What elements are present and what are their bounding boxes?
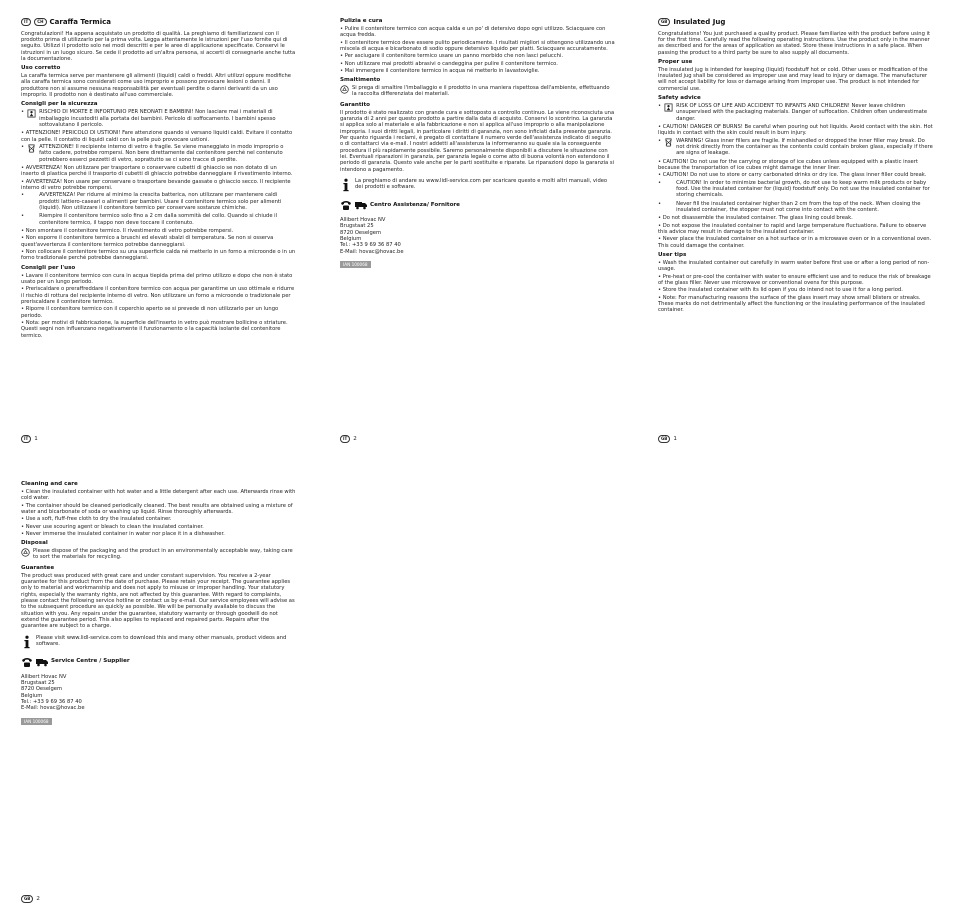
info-icon — [340, 178, 352, 192]
section-heading: Smaltimento — [340, 77, 381, 84]
disposal-text: Si prega di smaltire l'imballaggio e il prodotto in una maniera rispettosa dell'ambiente, effettuando la raccolta differenziata dei materiali. — [352, 85, 610, 98]
ian-badge: IAN 100068 — [21, 718, 52, 725]
usage-text: • Nota: per motivi di fabbricazione, la superficie dell'inserto in vetro può mostrare bollicine o striature. Questi segni non influenzano negativamente il funzionamento o la capacità isolante del contenitore termico. — [21, 320, 288, 339]
safety-text: • Never place the insulated container on a hot surface or in a microwave oven or in a conventional oven. This could damage the container. — [658, 236, 932, 249]
phone-icon — [340, 198, 352, 212]
address-line: 8720 Oeselgem — [340, 229, 381, 236]
flag-ch: CH — [34, 18, 46, 26]
clean-text: • Never immerse the insulated container in water nor place it in a dishwasher. — [21, 530, 225, 537]
section-heading: User tips — [658, 252, 687, 259]
safety-text: • Non esporre il contenitore termico a bruschi ed elevati sbalzi di temperatura. Se non si osserva quest'avvertenza il contenitore termico potrebbe danneggiarsi. — [21, 235, 274, 248]
safety-text: • Non collocare il contenitore termico su una superficie calda né metterlo in un forno a microonde o in un forno tradizionale perché potrebbe danneggiarsi. — [21, 249, 296, 262]
glass-warning-icon — [664, 138, 673, 147]
usage-text: • Lavare il contenitore termico con cura in acqua tiepida prima del primo utilizzo e dopo che non è stato usato per un lungo periodo. — [21, 272, 293, 285]
recycle-icon — [21, 548, 30, 557]
truck-icon — [36, 655, 48, 669]
child-warning-icon — [27, 109, 36, 118]
intro-text: Congratulations! You just purchased a quality product. Please familiarize with the product before using it for the first time. Carefully read the following operating instructions. Use the product only in the manner as described and for the areas of application as stated. Store these instructions in a safe place. When passing the product to a third party be sure to also supply all documents. — [658, 30, 931, 56]
disposal-text: Please dispose of the packaging and the product in an environmentally acceptable way, taking care to sort the materials for recycling. — [33, 548, 293, 561]
disposal-row — [340, 85, 615, 99]
section-heading: Proper use — [658, 58, 693, 65]
clean-text: • The container should be cleaned periodically cleaned. The best results are obtained using a mixture of water and bicarbonate of soda or washing up liquid. Rinse thoroughly afterwards. — [21, 502, 293, 515]
clean-text: • Per asciugare il contenitore termico usare un panno morbido che non lasci pelucchi. — [340, 53, 563, 60]
service-label: Service Centre / Supplier — [51, 658, 130, 665]
safety-item: • CAUTION! In order to minimize bacterial growth, do not use to keep warm milk products or baby food. Use the insulated container for (liquid) foodstuff only. Do not use the insulated container for storing chemicals. — [658, 180, 933, 200]
safety-item: • WARNING! Glass inner fillers are fragile. If mishandled or dropped the inner filler may break. Do not drink directly from the container as the contents could contain broken glass, especially if there are signs of leakage. — [658, 137, 933, 157]
safety-text: ATTENZIONE! Il recipiente interno di vetro è fragile. Se viene maneggiato in modo improprio o fatto cadere, potrebbe rompersi. Non bere direttamente dal contenitore perché nel contenuto potrebbero esserci pezzetti di vetro, soprattutto se ci sono tracce di perdite. — [39, 143, 284, 163]
gb-page-1 — [658, 18, 933, 315]
flag-it: IT — [21, 18, 31, 26]
section-heading: Pulizia e cura — [340, 18, 383, 24]
address-line: E-Mail: hovac@hovac.be — [340, 248, 404, 255]
flag-gb: GB — [21, 895, 33, 903]
address-line: Allibert Hovac NV — [340, 216, 386, 223]
service-label: Centro Assistenza/ Fornitore — [370, 201, 460, 208]
info-icon — [21, 635, 33, 649]
address-line: Belgium — [21, 692, 43, 699]
disposal-row — [21, 548, 296, 562]
info-text: La preghiamo di andare su www.lidl-service.com per scaricare questo e molti altri manuali, video dei prodotti e software. — [355, 177, 608, 191]
service-header — [21, 655, 296, 669]
tips-text: • Wash the insulated container out carefully in warm water before first use or after a long period of non-usage. — [658, 259, 930, 273]
address-line: Belgium — [340, 236, 362, 242]
guarantee-text: Il prodotto è stato realizzato con grande cura e sottoposto a controllo continuo. Le viene riconosciuta una garanzia di 2 anni per questo prodotto a partire dalla data di acquisto. Conservi lo scontrino. La garanzia si applica solo al materiale e alla fabbricazione e non si applica all'uso improprio o alla manipolazione impropria. I suoi diritti legali, in particolare i diritti di garanzia, non sono inficiati dalla presente garanzia. Per quanto riguarda i reclami, è pregato di contattare il numero verde dell'assistenza indicato di seguito o di contattarci via e-mail. I nostri addetti all'assistenza la informeranno su quale sia la conseguente procedura il più rapidamente possibile. Saremo personalmente disponibili a discutere le situazione con lei. Eventuali riparazioni in garanzia, per garanzia legale o come atto di buona volontà non estendono il periodo di garanzia. Questo vale anche per le parti sostituite e riparate. Le riparazioni dopo la garanzia si intendono a pagamento. — [340, 109, 615, 173]
section-heading: Consigli per l'uso — [21, 264, 76, 271]
section-heading: Safety advice — [658, 95, 701, 102]
usage-text: • Riporre il contenitore termico con il coperchio aperto se si prevede di non utilizzarlo per un lungo periodo. — [21, 306, 279, 319]
truck-icon — [355, 198, 367, 212]
safety-text: • CAUTION! Do not use for the carrying or storage of ice cubes unless equipped with a plastic insert because the transportation of ice cubes might damage the inner liner. — [658, 158, 918, 171]
address-line: Brugstaat 25 — [340, 223, 374, 230]
page-footer — [658, 435, 677, 443]
flag-gb: GB — [658, 18, 670, 26]
clean-text: • Never use scouring agent or bleach to clean the insulated container. — [21, 523, 204, 530]
safety-text: • Do not disassemble the insulated container. The glass lining could break. — [658, 215, 853, 222]
tips-text: • Pre-heat or pre-cool the container with water to ensure efficient use and to reduce the risk of breakage of the glass filler. Never use microwave or conventional ovens for this purpose. — [658, 273, 931, 286]
address-line: Brugstaat 25 — [21, 679, 55, 686]
safety-text: • AVVERTENZA! Non usare per conservare o trasportare bevande gassate o ghiaccio secco. Il recipiente interno di vetro potrebbe rompersi. — [21, 178, 291, 192]
it-page-1 — [21, 18, 296, 340]
address-line: Tel.: +33 9 69 36 87 40 — [340, 242, 401, 249]
section-heading: Consigli per la sicurezza — [21, 101, 98, 108]
safety-text: Riempire il contenitore termico solo fino a 2 cm dalla sommità del collo. Quando si chiude il contenitore termico, il tappo non deve toccare il contenuto. — [39, 213, 278, 226]
clean-text: • Il contenitore termico deve essere pulito periodicamente. I risultati migliori si ottengono utilizzando una miscela di acqua e bicarbonato di sodio oppure detersivo liquido per piatti. Sciacquare accuratamente. — [340, 39, 615, 52]
safety-item: • Riempire il contenitore termico solo fino a 2 cm dalla sommità del collo. Quando si chiude il contenitore termico, il tappo non deve toccare il contenuto. — [21, 213, 296, 227]
proper-use-text: The insulated jug is intended for keeping (liquid) foodstuff hot or cold. Other uses or modification of the insulated jug shall be considered as improper use and may lead to injury or damage. The manufacturer will not accept liability for loss or damage arising from improper use. The product is not intended for commercial use. — [658, 66, 928, 92]
tips-text: • Store the insulated container with its lid open if you do intend not to use it for a long period. — [658, 287, 903, 294]
tips-text: • Note: For manufacturing reasons the surface of the glass insert may show small blisters or streaks. These marks do not detrimentally affect the functioning or the insulating performance of the insulated container. — [658, 294, 925, 314]
safety-text: • Do not expose the insulated container to rapid and large temperature fluctuations. Failure to observe this advice may result in damage to the insulated container. — [658, 222, 927, 236]
safety-text: • CAUTION! DANGER OF BURNS! Be careful when pouring out hot liquids. Avoid contact with the skin. Hot liquids in contact with the skin could result in burn injury. — [658, 123, 933, 137]
address-line: Tel.: +33 9 69 36 87 40 — [21, 699, 82, 705]
info-row — [340, 178, 615, 192]
page-footer — [21, 895, 40, 903]
glass-warning-icon — [27, 144, 36, 153]
flag-gb: GB — [658, 435, 670, 443]
phone-icon — [21, 655, 33, 669]
section-heading: Uso corretto — [21, 65, 61, 72]
address-line: Allibert Hovac NV — [21, 673, 67, 680]
page-footer — [340, 435, 357, 443]
intro-text: Congratulazioni! Ha appena acquistato un prodotto di qualità. La preghiamo di familiarizzarsi con il prodotto prima di utilizzarlo per la prima volta. Legga attentamente le istruzioni per l'uso fornite qui di seguito. Utilizzi il prodotto solo nei modi descritti e per le aree di applicazione specificate. Conservi le istruzioni in un luogo sicuro. Se cede il prodotto ad un'altra persona, si accerti di consegnarle anche tutta la documentazione. — [21, 30, 296, 62]
info-row — [21, 635, 296, 649]
safety-text: RISK OF LOSS OF LIFE AND ACCIDENT TO INFANTS AND CHILDREN! Never leave children unsupervised with the packaging materials. Danger of suffocation. Children often underestimate danger. — [676, 102, 928, 122]
gb-page-2 — [21, 481, 296, 725]
supplier-address — [340, 217, 615, 255]
supplier-address — [21, 674, 296, 712]
service-header — [340, 198, 615, 212]
clean-text: • Non utilizzare mai prodotti abrasivi o candeggina per pulire il contenitore termico. — [340, 60, 558, 67]
safety-text: • ATTENZIONE! PERICOLO DI USTIONI! Fare attenzione quando si versano liquidi caldi. Evitare il contatto con la pelle. Il contatto di liquidi caldi con la pelle può provocare ustioni. — [21, 130, 293, 143]
safety-text: • AVVERTENZA! Non utilizzare per trasportare o conservare cubetti di ghiaccio se non dotato di un inserto di plastica perché il trasporto di cubetti di ghiaccio potrebbe danneggiare il rivestimento interno. — [21, 165, 293, 178]
child-warning-icon — [664, 103, 673, 112]
page-number: 2 — [353, 436, 357, 442]
safety-text: Never fill the insulated container higher than 2 cm from the top of the neck. When closing the insulated container, the stopper must not come into contact with the content. — [676, 200, 921, 214]
info-text: Please visit www.lidl-service.com to download this and many other manuals, product videos and software. — [36, 634, 287, 647]
proper-use-text: La caraffa termica serve per mantenere gli alimenti (liquidi) caldi o freddi. Altri utilizzi oppure modifiche alla caraffa termica sono considerati come uso improprio e possono provocare lesioni o danni. Il produttore non si assume nessuna responsabilità per eventuali perdite o danni derivanti da un uso improprio. Il prodotto non è destinato all'uso commerciale. — [21, 73, 292, 99]
gb-title-row — [658, 18, 933, 27]
safety-item: • Never fill the insulated container higher than 2 cm from the top of the neck. When closing the insulated container, the stopper must not come into contact with the content. — [658, 201, 933, 215]
usage-text: • Preriscaldare o preraffreddare il contenitore termico con acqua per garantirne un uso ottimale e ridurre il rischio di rottura del recipiente interno di vetro. Non utilizzare un forno a microonde o tradizionale per preriscaldare il contenitore termico. — [21, 286, 295, 305]
safety-item: • ATTENZIONE! Il recipiente interno di vetro è fragile. Se viene maneggiato in modo improprio o fatto cadere, potrebbe rompersi. Non bere direttamente dal contenitore perché nel contenuto potrebbero esserci pezzetti di vetro, soprattutto se ci sono tracce di perdite. — [21, 144, 296, 164]
page-footer — [21, 435, 38, 443]
flag-it: IT — [340, 435, 350, 443]
safety-item: • RISK OF LOSS OF LIFE AND ACCIDENT TO INFANTS AND CHILDREN! Never leave children unsupervised with the packaging materials. Danger of suffocation. Children often underestimate danger. — [658, 103, 933, 123]
ian-badge: IAN 100068 — [340, 261, 371, 268]
it-title-row — [21, 18, 296, 27]
address-line: E-Mail: hovac@hovac.be — [21, 705, 85, 712]
section-heading: Cleaning and care — [21, 481, 78, 487]
clean-text: • Clean the insulated container with hot water and a little detergent after each use. Afterwards rinse with cold water. — [21, 488, 296, 502]
safety-item: • AVVERTENZA! Per ridurre al minimo la crescita batterica, non utilizzare per mantenere caldi prodotti lattiero-caseari o alimenti per bambini. Usare il contenitore termico solo per alimenti (liquidi). Non utilizzare il contenitore termico per conservare sostanze chimiche. — [21, 192, 296, 212]
page-title: Insulated Jug — [673, 18, 726, 26]
clean-text: • Mai immergere il contenitore termico in acqua né metterlo in lavastoviglie. — [340, 67, 540, 74]
safety-text: AVVERTENZA! Per ridurre al minimo la crescita batterica, non utilizzare per mantenere caldi prodotti lattiero-caseari o alimenti per bambini. Usare il contenitore termico solo per alimenti (liquidi). Non utilizzare il contenitore termico per conservare sostanze chimiche. — [39, 192, 282, 212]
section-heading: Guarantee — [21, 564, 55, 571]
it-page-2 — [340, 18, 615, 268]
safety-text: WARNING! Glass inner fillers are fragile. If mishandled or dropped the inner filler may break. Do not drink directly from the container as the contents could contain broken glass, especially if there are signs of leakage. — [676, 137, 933, 157]
page-number: 1 — [34, 436, 38, 442]
section-heading: Disposal — [21, 540, 48, 547]
flag-it: IT — [21, 435, 31, 443]
recycle-icon — [340, 85, 349, 94]
clean-text: • Use a soft, fluff-free cloth to dry the insulated container. — [21, 516, 172, 523]
clean-text: • Pulire il contenitore termico con acqua calda e un po' di detersivo dopo ogni utilizzo. Sciacquare con acqua fredda. — [340, 25, 606, 39]
safety-text: RISCHIO DI MORTE E INFORTUNIO PER NEONATI E BAMBINI! Non lasciare mai i materiali di imballaggio incustoditi alla portata dei bambini. Pericolo di soffocamento. I bambini spesso sottovalutano il pericolo. — [39, 109, 276, 128]
safety-text: CAUTION! In order to minimize bacterial growth, do not use to keep warm milk products or baby food. Use the insulated container for (liquid) foodstuff only. Do not use the insulated container for storing chemicals. — [676, 179, 930, 199]
safety-text: • CAUTION! Do not use to store or carry carbonated drinks or dry ice. The glass inner filler could break. — [658, 172, 927, 179]
safety-text: • Non smontare il contenitore termico. Il rivestimento di vetro potrebbe rompersi. — [21, 228, 234, 235]
page-number: 2 — [36, 896, 40, 902]
section-heading: Garantito — [340, 101, 370, 108]
address-line: 8720 Oeselgem — [21, 686, 62, 693]
guarantee-text: The product was produced with great care and under constant supervision. You receive a 2-year guarantee for this product from the date of purchase. Please retain your receipt. The guarantee applies only to material and workmanship and does not apply to misuse or improper handling. Your statutory rights, especially the warranty rights, are not affected by this guarantee. With regard to complaints, please contact the following service hotline or contact us by e-mail. Our service employees will advise as to the subsequent procedure as quickly as possible. We will be personally available to discuss the situation with you. Any repairs under the guarantee, statutory warranty or through goodwill do not extend the guarantee period. This also applies to replaced and repaired parts. Repairs after the guarantee are subject to a charge. — [21, 572, 295, 630]
page-number: 1 — [673, 436, 677, 442]
page-title: Caraffa Termica — [49, 18, 111, 26]
safety-item: • RISCHIO DI MORTE E INFORTUNIO PER NEONATI E BAMBINI! Non lasciare mai i materiali di imballaggio incustoditi alla portata dei bambini. Pericolo di soffocamento. I bambini spesso sottovalutano il pericolo. — [21, 109, 296, 129]
